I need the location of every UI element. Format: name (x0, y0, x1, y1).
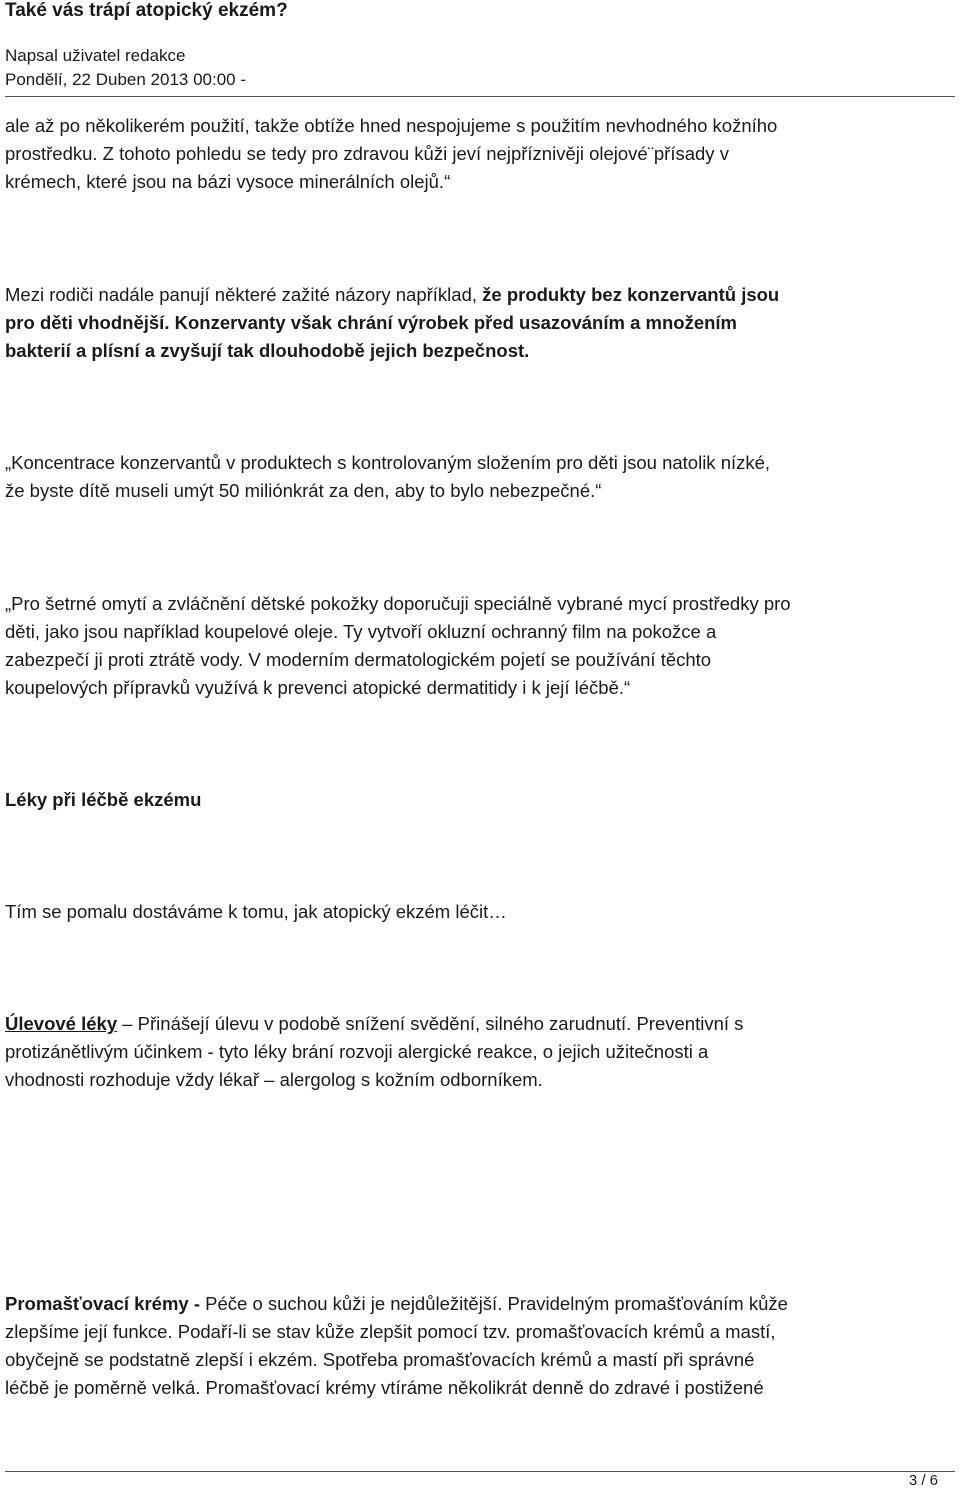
paragraph-4-quote (5, 590, 955, 702)
paragraph-3-quote (5, 449, 955, 505)
text-line: léčbě je poměrně velká. Promašťovací krémy vtíráme několikrát denně do zdravé i postižené (5, 1377, 764, 1398)
article-title: Také vás trápí atopický ekzém? (5, 0, 288, 21)
text-line: děti, jako jsou například koupelové oleje. Ty vytvoří okluzní ochranný film na pokožce a (5, 621, 717, 642)
paragraph-2 (5, 281, 955, 365)
date-line: Pondělí, 22 Duben 2013 00:00 - (5, 70, 247, 89)
header-divider (5, 96, 955, 97)
text-line: Úlevové léky – Přinášejí úlevu v podobě snížení svědění, silného zarudnutí. Preventivní s (5, 1013, 744, 1034)
text-line: bakterií a plísní a zvyšují tak dlouhodobě jejich bezpečnost. (5, 340, 530, 361)
section-heading: Léky při léčbě ekzému (5, 789, 202, 810)
text-line: pro děti vhodnější. Konzervanty však chrání výrobek před usazováním a množením (5, 312, 737, 333)
paragraph-7 (5, 1290, 955, 1402)
paragraph-5: Tím se pomalu dostáváme k tomu, jak atopický ekzém léčit… (5, 901, 507, 922)
text-line: Promašťovací krémy - Péče o suchou kůži je nejdůležitější. Pravidelným promašťováním kůže (5, 1293, 788, 1314)
paragraph-6 (5, 1010, 955, 1094)
text-line: zabezpečí ji proti ztrátě vody. V moderním dermatologickém pojetí se používání těchto (5, 649, 712, 670)
text-line: „Pro šetrné omytí a zvláčnění dětské pokožky doporučuji speciálně vybrané mycí prostředky pro (5, 593, 791, 614)
text-line: prostředku. Z tohoto pohledu se tedy pro zdravou kůži jeví nejpříznivěji olejové¨přísady v (5, 143, 729, 164)
text-line: vhodnosti rozhoduje vždy lékař – alergolog s kožním odborníkem. (5, 1069, 543, 1090)
text-line: ale až po několikerém použití, takže obtíže hned nespojujeme s použitím nevhodného kožního (5, 115, 778, 136)
footer-divider (5, 1471, 955, 1472)
text-line: koupelových přípravků využívá k prevenci atopické dermatitidy i k její léčbě.“ (5, 677, 631, 698)
text-line: „Koncentrace konzervantů v produktech s kontrolovaným složením pro děti jsou natolik nízké, (5, 452, 771, 473)
text-line: zlepšíme její funkce. Podaří-li se stav kůže zlepšit pomocí tzv. promašťovacích krémů a mastí, (5, 1321, 776, 1342)
text-line: Mezi rodiči nadále panují některé zažité názory například, že produkty bez konzervantů jsou (5, 284, 780, 305)
text-line: protizánětlivým účinkem - tyto léky brání rozvoji alergické reakce, o jejich užitečnosti a (5, 1041, 709, 1062)
article-meta (5, 44, 246, 92)
author-line: Napsal uživatel redakce (5, 46, 186, 65)
text-line: že byste dítě museli umýt 50 miliónkrát za den, aby to bylo nebezpečné.“ (5, 480, 602, 501)
page-number: 3 / 6 (908, 1472, 938, 1489)
text-line: krémech, které jsou na bázi vysoce minerálních olejů.“ (5, 171, 451, 192)
paragraph-1 (5, 112, 955, 196)
term-label: Úlevové léky (5, 1013, 118, 1034)
term-label: Promašťovací krémy - (5, 1293, 200, 1314)
text-line: obyčejně se podstatně zlepší i ekzém. Spotřeba promašťovacích krémů a mastí při správné (5, 1349, 755, 1370)
